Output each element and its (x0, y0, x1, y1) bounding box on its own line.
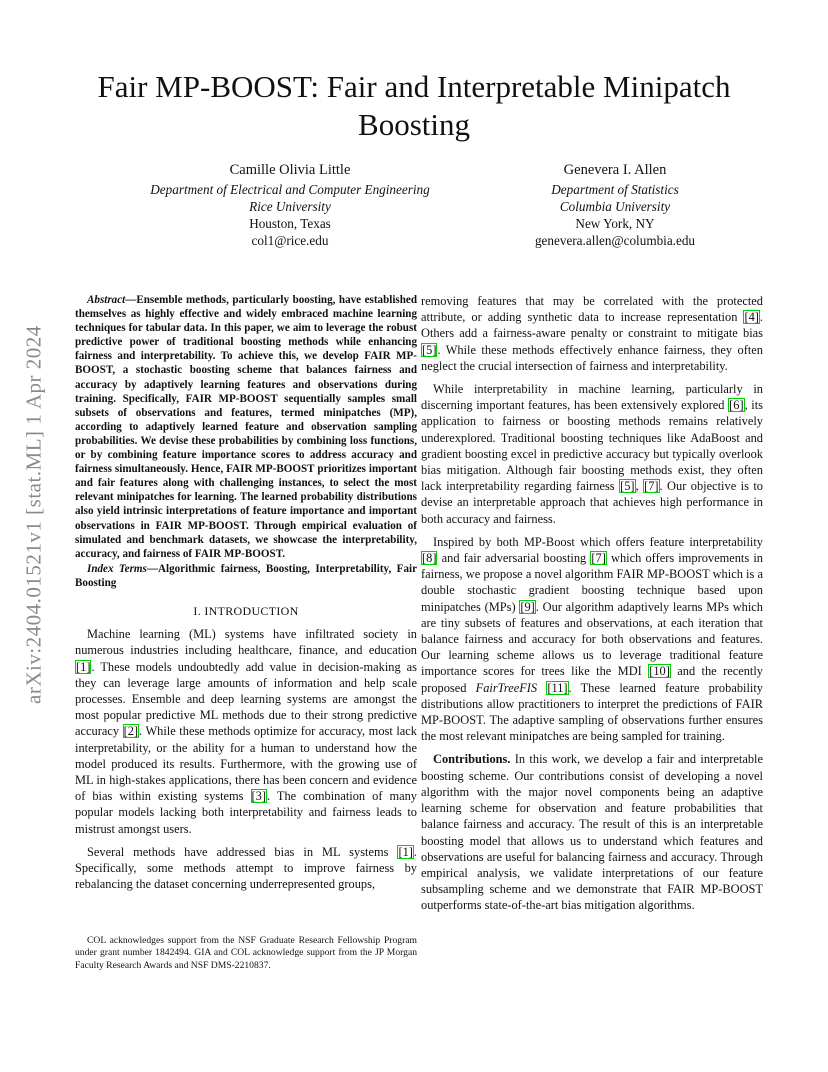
citation-link[interactable]: [7] (644, 479, 659, 494)
citation-link[interactable]: [10] (649, 664, 670, 679)
citation-link[interactable]: [7] (591, 551, 606, 566)
author-email[interactable]: genevera.allen@columbia.edu (534, 233, 696, 248)
author-location: New York, NY (575, 216, 655, 231)
index-terms-text: —Algorithmic fairness, Boosting, Interpretability, Fair Boosting (75, 562, 417, 589)
citation-link[interactable]: [2] (123, 724, 139, 739)
author-department: Department of Electrical and Computer Engineering (150, 182, 430, 197)
citation-link[interactable]: [1] (76, 659, 91, 674)
paper-title: Fair MP-BOOST: Fair and Interpretable Minipatch Boosting (97, 69, 731, 142)
citation-link[interactable]: [5] (620, 479, 635, 494)
paragraph: While interpretability in machine learning, particularly in discerning important features, has been extensively explored [6], its application to fairness or boosting methods remains relatively underexplored. Traditional boosting techniques like AdaBoost and gradient boosting excel in predictive accuracy but typically overlook bias mitigation. Although fair boosting methods exist, they often lack interpretability regarding fairness [5], [7]. Our objective is to devise an interpretable approach that achieves high performance in both accuracy and fairness. (421, 382, 764, 526)
author-name: Camille Olivia Little (229, 162, 351, 178)
index-terms-label: Index Terms (87, 562, 147, 575)
arxiv-identifier: arXiv:2404.01521v1 [stat.ML] 1 Apr 2024 (21, 325, 46, 705)
section-heading: I. INTRODUCTION (193, 603, 299, 618)
method-name: FairTreeFIS (475, 680, 538, 695)
contributions-label: Contributions. (433, 752, 511, 767)
author-institution: Columbia University (559, 199, 671, 214)
author-institution: Rice University (249, 199, 331, 214)
author-block-1 (140, 162, 440, 249)
citation-link[interactable]: [6] (729, 398, 744, 413)
citation-link[interactable]: [5] (422, 342, 437, 357)
paragraph: Contributions. In this work, we develop a fair and interpretable boosting scheme. Our contributions consist of developing a novel algorithm with the major novel components being an adaptive learning scheme for observation and feature probabilities that balance fairness and accuracy. The result of this is an interpretable boosting model that allows us to understand which features and observations are useful for balancing fairness and accuracy. Through empirical analysis, we validate interpretations of our feature subsampling scheme and we demonstrate that FAIR MP-BOOST outperforms state-of-the-art bias mitigation algorithms. (421, 752, 763, 913)
citation-link[interactable]: [4] (744, 310, 759, 325)
citation-link[interactable]: [8] (422, 551, 437, 566)
citation-link[interactable]: [1] (398, 844, 413, 859)
author-department: Department of Statistics (551, 182, 679, 197)
paragraph: Several methods have addressed bias in ML systems [1]. Specifically, some methods attempt to improve fairness by rebalancing the dataset concerning underrepresented groups, (75, 844, 417, 892)
footnote: COL acknowledges support from the NSF Graduate Research Fellowship Program under grant number 1842494. GIA and COL acknowledge support from the JP Morgan Faculty Research Awards and NSF DMS-2210837. (75, 935, 417, 971)
paragraph: Inspired by both MP-Boost which offers feature interpretability [8] and fair adversarial boosting [7] which offers improvements in fairness, we propose a novel algorithm FAIR MP-BOOST which is a double stochastic gradient boosting technique based upon minipatches (MPs) [9]. Our algorithm adaptively learns MPs which are tiny subsets of features and observations, at each iteration that balance fairness and accuracy for both observations and features. Our learning scheme allows us to leverage traditional feature importance scores for trees like the MDI [10] and the recently proposed FairTreeFIS [11]. These learned feature probability distributions allow practitioners to interpret the predictions of FAIR MP-BOOST. The adaptive sampling of observations further ensures the most relevant minipatches are being sampled for training. (421, 534, 764, 744)
abstract-text: —Ensemble methods, particularly boosting, have established themselves as highly effective and widely embraced machine learning techniques for tabular data. In this paper, we aim to leverage the robust predictive power of traditional boosting methods while enhancing fairness and interpretability. To achieve this, we develop FAIR MP-BOOST, a stochastic boosting scheme that balances fairness and accuracy by adaptively learning features and observations during training. Specifically, FAIR MP-BOOST sequentially samples small subsets of observations and features, termed minipatches (MP), according to adaptively learned feature and observation sampling probabilities. We devise these probabilities by combining loss functions, or by combining feature importance scores to address accuracy and fairness simultaneously. Hence, FAIR MP-BOOST prioritizes important and fair features along with challenging instances, to select the most relevant minipatches for learning. The learned probability distributions also yield intrinsic interpretations of feature importance and important observations in FAIR MP-BOOST. Through empirical evaluation of simulated and benchmark datasets, we showcase the interpretability, accuracy, and fairness of FAIR MP-BOOST. (75, 294, 417, 560)
paragraph: removing features that may be correlated with the protected attribute, or adding synthetic data to increase representation [4]. Others add a fairness-aware penalty or constraint to mitigate bias [5]. While these methods effectively enhance fairness, they often neglect the crucial intersection of fairness and interpretability. (421, 294, 763, 373)
author-block-2 (500, 162, 730, 249)
author-name: Genevera I. Allen (563, 162, 667, 178)
author-email[interactable]: col1@rice.edu (251, 233, 329, 248)
right-column (421, 293, 763, 914)
abstract (75, 293, 417, 561)
paragraph: Machine learning (ML) systems have infiltrated society in numerous industries including healthcare, finance, and education [1]. These models undoubtedly add value in decision-making as they can leverage large amounts of information and help scale processes. Ensemble and deep learning systems are amongst the most popular predictive ML methods due to their strong predictive accuracy [2]. While these methods optimize for accuracy, most lack interpretability, or the ability for a human to understand how the model produced its results. Furthermore, with the growing use of ML in high-stakes applications, there has been concern and evidence of bias within existing systems [3]. The combination of many popular models lacking both interpretability and fairness leads to mistrust amongst users. (75, 627, 417, 836)
author-location: Houston, Texas (249, 216, 331, 231)
abstract-label: Abstract (87, 294, 126, 306)
citation-link[interactable]: [3] (251, 789, 266, 804)
index-terms (75, 562, 417, 590)
left-column (75, 293, 417, 892)
citation-link[interactable]: [9] (520, 599, 535, 614)
citation-link[interactable]: [11] (547, 680, 568, 695)
